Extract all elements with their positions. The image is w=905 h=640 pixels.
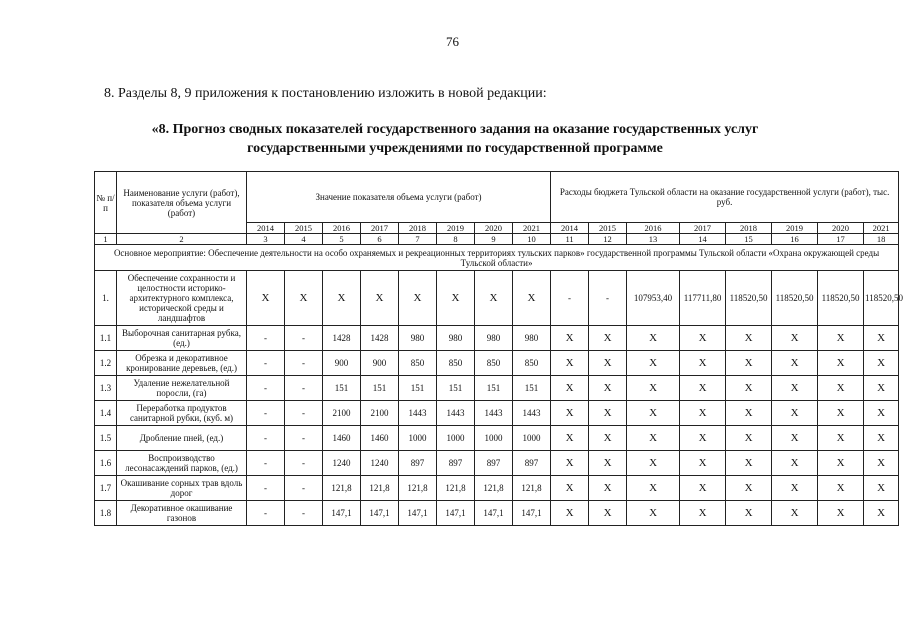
column-number-cell: 5 xyxy=(323,234,361,245)
value-cell: X xyxy=(437,271,475,326)
cost-cell: X xyxy=(589,426,627,451)
value-cell: - xyxy=(285,401,323,426)
value-cell: 980 xyxy=(399,326,437,351)
cost-cell: X xyxy=(627,501,680,526)
value-cell: 1000 xyxy=(437,426,475,451)
value-cell: 2100 xyxy=(323,401,361,426)
cost-cell: X xyxy=(772,451,818,476)
value-cell: 151 xyxy=(323,376,361,401)
value-cell: 900 xyxy=(323,351,361,376)
cost-cell: X xyxy=(864,426,899,451)
cost-cell: X xyxy=(627,351,680,376)
cost-cell: X xyxy=(726,326,772,351)
value-cell: 1443 xyxy=(513,401,551,426)
year-cell-values: 2017 xyxy=(361,223,399,234)
cost-cell: X xyxy=(627,451,680,476)
cost-cell: X xyxy=(726,401,772,426)
year-cell-values: 2021 xyxy=(513,223,551,234)
cost-cell: X xyxy=(551,401,589,426)
value-cell: 1000 xyxy=(513,426,551,451)
value-cell: 151 xyxy=(513,376,551,401)
value-cell: - xyxy=(247,501,285,526)
cost-cell: 118520,50 xyxy=(818,271,864,326)
cost-cell: 118520,50 xyxy=(864,271,899,326)
table-row xyxy=(95,501,899,526)
table-row xyxy=(95,271,899,326)
year-cell-costs: 2016 xyxy=(627,223,680,234)
value-cell: 1460 xyxy=(323,426,361,451)
value-cell: 121,8 xyxy=(399,476,437,501)
cost-cell: X xyxy=(551,326,589,351)
cost-cell: X xyxy=(864,476,899,501)
value-cell: 147,1 xyxy=(513,501,551,526)
row-name: Окашивание сорных трав вдоль дорог xyxy=(117,476,247,501)
column-number-cell: 1 xyxy=(95,234,117,245)
value-cell: 121,8 xyxy=(475,476,513,501)
value-cell: 121,8 xyxy=(361,476,399,501)
row-number: 1.2 xyxy=(95,351,117,376)
column-number-cell: 13 xyxy=(627,234,680,245)
year-cell-costs: 2014 xyxy=(551,223,589,234)
cost-cell: X xyxy=(818,476,864,501)
table-row xyxy=(95,451,899,476)
value-cell: - xyxy=(247,451,285,476)
cost-cell: X xyxy=(726,451,772,476)
value-cell: 1240 xyxy=(323,451,361,476)
cost-cell: X xyxy=(551,451,589,476)
value-cell: 1428 xyxy=(323,326,361,351)
column-number-cell: 12 xyxy=(589,234,627,245)
column-number-cell: 18 xyxy=(864,234,899,245)
cost-cell: X xyxy=(551,426,589,451)
cost-cell: X xyxy=(772,501,818,526)
cost-cell: X xyxy=(726,501,772,526)
cost-cell: X xyxy=(589,326,627,351)
cost-cell: X xyxy=(818,426,864,451)
cost-cell: 118520,50 xyxy=(772,271,818,326)
value-cell: 980 xyxy=(513,326,551,351)
value-cell: - xyxy=(247,476,285,501)
value-cell: - xyxy=(247,326,285,351)
value-cell: - xyxy=(285,451,323,476)
cost-cell: 118520,50 xyxy=(726,271,772,326)
value-cell: 1240 xyxy=(361,451,399,476)
value-cell: 850 xyxy=(399,351,437,376)
cost-cell: X xyxy=(726,351,772,376)
cost-cell: X xyxy=(589,451,627,476)
value-cell: 980 xyxy=(475,326,513,351)
row-number: 1.4 xyxy=(95,401,117,426)
header-values: Значение показателя объема услуги (работ) xyxy=(247,172,551,223)
value-cell: 1443 xyxy=(399,401,437,426)
column-number-cell: 4 xyxy=(285,234,323,245)
header-row xyxy=(95,172,899,223)
value-cell: 151 xyxy=(437,376,475,401)
column-number-cell: 11 xyxy=(551,234,589,245)
value-cell: X xyxy=(399,271,437,326)
column-numbers-row xyxy=(95,234,899,245)
table-row xyxy=(95,326,899,351)
year-cell-costs: 2017 xyxy=(680,223,726,234)
value-cell: 151 xyxy=(475,376,513,401)
cost-cell: X xyxy=(589,401,627,426)
intro-paragraph: 8. Разделы 8, 9 приложения к постановлению изложить в новой редакции: xyxy=(104,86,547,101)
row-number: 1.8 xyxy=(95,501,117,526)
heading-line-1: «8. Прогноз сводных показателей государственного задания на оказание государственных услуг xyxy=(151,122,759,137)
value-cell: X xyxy=(285,271,323,326)
row-name: Декоративное окашивание газонов xyxy=(117,501,247,526)
row-number: 1.1 xyxy=(95,326,117,351)
table-row xyxy=(95,426,899,451)
cost-cell: X xyxy=(772,326,818,351)
cost-cell: X xyxy=(680,426,726,451)
cost-cell: X xyxy=(772,376,818,401)
value-cell: - xyxy=(247,401,285,426)
column-number-cell: 8 xyxy=(437,234,475,245)
cost-cell: X xyxy=(680,326,726,351)
cost-cell: X xyxy=(726,476,772,501)
value-cell: 147,1 xyxy=(437,501,475,526)
cost-cell: X xyxy=(818,351,864,376)
column-number-cell: 7 xyxy=(399,234,437,245)
column-number-cell: 3 xyxy=(247,234,285,245)
column-number-cell: 2 xyxy=(117,234,247,245)
year-cell-costs: 2021 xyxy=(864,223,899,234)
row-name: Выборочная санитарная рубка, (ед.) xyxy=(117,326,247,351)
table-body xyxy=(95,172,903,526)
value-cell: 980 xyxy=(437,326,475,351)
row-name: Удаление нежелательной поросли, (га) xyxy=(117,376,247,401)
row-number: 1.5 xyxy=(95,426,117,451)
value-cell: 1428 xyxy=(361,326,399,351)
cost-cell: X xyxy=(772,401,818,426)
year-cell-costs: 2018 xyxy=(726,223,772,234)
cost-cell: X xyxy=(818,326,864,351)
value-cell: - xyxy=(247,351,285,376)
cost-cell: X xyxy=(589,501,627,526)
row-number: 1. xyxy=(95,271,117,326)
value-cell: 1460 xyxy=(361,426,399,451)
value-cell: 147,1 xyxy=(399,501,437,526)
value-cell: 897 xyxy=(513,451,551,476)
cost-cell: - xyxy=(551,271,589,326)
value-cell: - xyxy=(247,426,285,451)
value-cell: - xyxy=(285,426,323,451)
cost-cell: X xyxy=(772,476,818,501)
cost-cell: X xyxy=(627,401,680,426)
value-cell: 1000 xyxy=(399,426,437,451)
cost-cell: X xyxy=(818,401,864,426)
value-cell: 900 xyxy=(361,351,399,376)
column-number-cell: 14 xyxy=(680,234,726,245)
value-cell: 147,1 xyxy=(361,501,399,526)
value-cell: X xyxy=(475,271,513,326)
value-cell: X xyxy=(513,271,551,326)
value-cell: - xyxy=(285,351,323,376)
year-cell-costs: 2020 xyxy=(818,223,864,234)
cost-cell: X xyxy=(726,426,772,451)
row-name: Обеспечение сохранности и целостности историко-архитектурного комплекса, исторической среды и ландшафтов xyxy=(117,271,247,326)
cost-cell: X xyxy=(772,426,818,451)
value-cell: - xyxy=(247,376,285,401)
cost-cell: X xyxy=(680,401,726,426)
cost-cell: 107953,40 xyxy=(627,271,680,326)
value-cell: - xyxy=(285,376,323,401)
cost-cell: X xyxy=(589,376,627,401)
cost-cell: X xyxy=(864,451,899,476)
cost-cell: 117711,80 xyxy=(680,271,726,326)
value-cell: 850 xyxy=(475,351,513,376)
heading-line-2: государственными учреждениями по государственной программе xyxy=(247,141,663,156)
table-row xyxy=(95,476,899,501)
year-cell-values: 2019 xyxy=(437,223,475,234)
cost-cell: X xyxy=(680,451,726,476)
value-cell: - xyxy=(285,476,323,501)
value-cell: - xyxy=(285,501,323,526)
cost-cell: X xyxy=(680,501,726,526)
header-name: Наименование услуги (работ), показателя объема услуги (работ) xyxy=(117,172,247,234)
value-cell: 1443 xyxy=(437,401,475,426)
row-name: Обрезка и декоративное кронирование деревьев, (ед.) xyxy=(117,351,247,376)
cost-cell: X xyxy=(864,501,899,526)
cost-cell: X xyxy=(818,451,864,476)
cost-cell: X xyxy=(589,476,627,501)
column-number-cell: 15 xyxy=(726,234,772,245)
row-name: Воспроизводство лесонасаждений парков, (ед.) xyxy=(117,451,247,476)
value-cell: 2100 xyxy=(361,401,399,426)
cost-cell: X xyxy=(864,401,899,426)
column-number-cell: 9 xyxy=(475,234,513,245)
year-cell-values: 2016 xyxy=(323,223,361,234)
table-row xyxy=(95,376,899,401)
cost-cell: X xyxy=(551,476,589,501)
cost-cell: X xyxy=(551,351,589,376)
value-cell: 897 xyxy=(437,451,475,476)
section-row xyxy=(95,245,899,271)
cost-cell: X xyxy=(589,351,627,376)
value-cell: 151 xyxy=(361,376,399,401)
row-name: Переработка продуктов санитарной рубки, (куб. м) xyxy=(117,401,247,426)
page-number: 76 xyxy=(446,34,459,49)
value-cell: 850 xyxy=(513,351,551,376)
year-cell-values: 2014 xyxy=(247,223,285,234)
cost-cell: X xyxy=(627,426,680,451)
table-row xyxy=(95,401,899,426)
year-cell-costs: 2019 xyxy=(772,223,818,234)
year-cell-values: 2018 xyxy=(399,223,437,234)
section-heading xyxy=(100,120,810,158)
cost-cell: X xyxy=(818,376,864,401)
cost-cell: X xyxy=(551,501,589,526)
row-number: 1.7 xyxy=(95,476,117,501)
value-cell: X xyxy=(247,271,285,326)
column-number-cell: 6 xyxy=(361,234,399,245)
value-cell: 1443 xyxy=(475,401,513,426)
value-cell: 897 xyxy=(399,451,437,476)
value-cell: 121,8 xyxy=(323,476,361,501)
cost-cell: X xyxy=(627,476,680,501)
row-number: 1.6 xyxy=(95,451,117,476)
cost-cell: X xyxy=(680,351,726,376)
forecast-table xyxy=(94,171,903,526)
section-title: Основное мероприятие: Обеспечение деятельности на особо охраняемых и рекреационных территориях тульских парков» государственной программы Тульской области «Охрана окружающей среды Тульской области» xyxy=(95,245,899,271)
cost-cell: X xyxy=(680,476,726,501)
value-cell: 121,8 xyxy=(437,476,475,501)
header-number: № п/п xyxy=(95,172,117,234)
cost-cell: X xyxy=(864,351,899,376)
value-cell: 121,8 xyxy=(513,476,551,501)
value-cell: 147,1 xyxy=(323,501,361,526)
table-row xyxy=(95,351,899,376)
value-cell: 151 xyxy=(399,376,437,401)
cost-cell: X xyxy=(864,326,899,351)
row-name: Дробление пней, (ед.) xyxy=(117,426,247,451)
row-number: 1.3 xyxy=(95,376,117,401)
column-number-cell: 17 xyxy=(818,234,864,245)
cost-cell: X xyxy=(680,376,726,401)
year-cell-costs: 2015 xyxy=(589,223,627,234)
value-cell: - xyxy=(285,326,323,351)
value-cell: 897 xyxy=(475,451,513,476)
year-cell-values: 2015 xyxy=(285,223,323,234)
column-number-cell: 16 xyxy=(772,234,818,245)
cost-cell: X xyxy=(627,376,680,401)
value-cell: X xyxy=(361,271,399,326)
cost-cell: X xyxy=(551,376,589,401)
cost-cell: X xyxy=(726,376,772,401)
value-cell: 850 xyxy=(437,351,475,376)
column-number-cell: 10 xyxy=(513,234,551,245)
cost-cell: X xyxy=(627,326,680,351)
year-cell-values: 2020 xyxy=(475,223,513,234)
value-cell: X xyxy=(323,271,361,326)
value-cell: 147,1 xyxy=(475,501,513,526)
cost-cell: X xyxy=(818,501,864,526)
cost-cell: X xyxy=(772,351,818,376)
value-cell: 1000 xyxy=(475,426,513,451)
cost-cell: X xyxy=(864,376,899,401)
header-costs: Расходы бюджета Тульской области на оказание государственной услуги (работ), тыс. руб. xyxy=(551,172,899,223)
cost-cell: - xyxy=(589,271,627,326)
